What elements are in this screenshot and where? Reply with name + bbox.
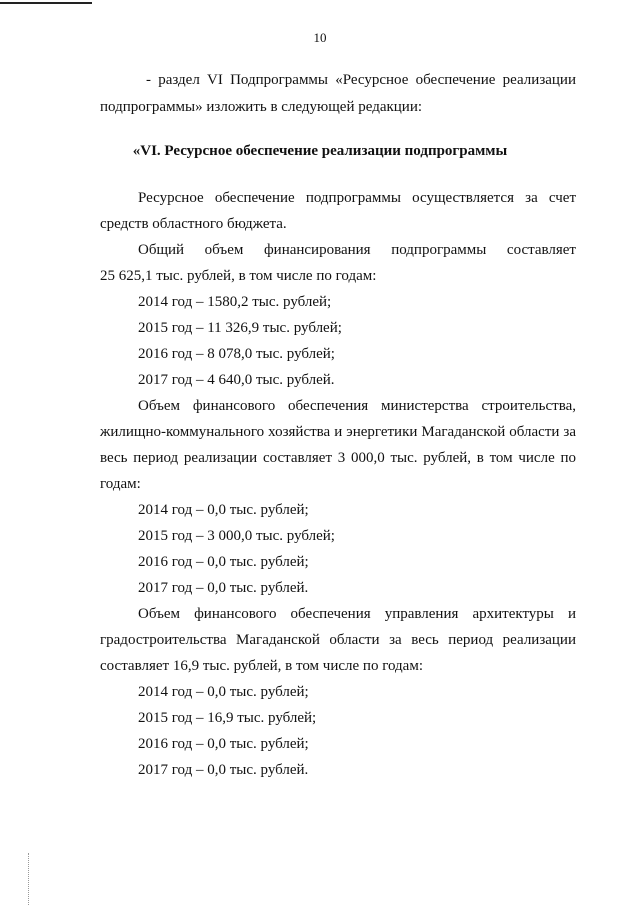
total-year-2015: 2015 год – 11 326,9 тыс. рублей; (138, 320, 342, 336)
ministry-line-3: весь период реализации составляет 3 000,0 тыс. рублей, в том числе по (100, 450, 576, 466)
total-year-2016: 2016 год – 8 078,0 тыс. рублей; (138, 346, 335, 362)
scan-margin-mark (28, 853, 31, 905)
architecture-line-2: градостроительства Магаданской области за весь период реализации (100, 632, 576, 648)
architecture-line-1: Объем финансового обеспечения управления архитектуры и (138, 606, 576, 622)
ministry-year-2014: 2014 год – 0,0 тыс. рублей; (138, 502, 309, 518)
architecture-line-3: составляет 16,9 тыс. рублей, в том числе по годам: (100, 658, 423, 674)
top-rule (0, 2, 92, 4)
source-line-2: средств областного бюджета. (100, 216, 287, 232)
ministry-line-4: годам: (100, 476, 141, 492)
total-year-2014: 2014 год – 1580,2 тыс. рублей; (138, 294, 332, 310)
architecture-year-2016: 2016 год – 0,0 тыс. рублей; (138, 736, 309, 752)
source-line-1: Ресурсное обеспечение подпрограммы осуществляется за счет (138, 190, 576, 206)
intro-line-2: подпрограммы» изложить в следующей редакции: (100, 99, 423, 115)
architecture-year-2017: 2017 год – 0,0 тыс. рублей. (138, 762, 309, 778)
ministry-year-2017: 2017 год – 0,0 тыс. рублей. (138, 580, 309, 596)
total-line-2: 25 625,1 тыс. рублей, в том числе по годам: (100, 268, 377, 284)
section-heading: «VI. Ресурсное обеспечение реализации подпрограммы (132, 143, 508, 159)
ministry-year-2015: 2015 год – 3 000,0 тыс. рублей; (138, 528, 335, 544)
intro-line-1: - раздел VI Подпрограммы «Ресурсное обеспечение реализации (146, 72, 576, 88)
page-number: 10 (313, 30, 327, 45)
architecture-year-2015: 2015 год – 16,9 тыс. рублей; (138, 710, 317, 726)
ministry-line-1: Объем финансового обеспечения министерства строительства, (138, 398, 576, 414)
total-year-2017: 2017 год – 4 640,0 тыс. рублей. (138, 372, 335, 388)
ministry-year-2016: 2016 год – 0,0 тыс. рублей; (138, 554, 309, 570)
ministry-line-2: жилищно-коммунального хозяйства и энергетики Магаданской области за (100, 424, 576, 440)
architecture-year-2014: 2014 год – 0,0 тыс. рублей; (138, 684, 309, 700)
total-line-1: Общий объем финансирования подпрограммы составляет (138, 242, 576, 258)
